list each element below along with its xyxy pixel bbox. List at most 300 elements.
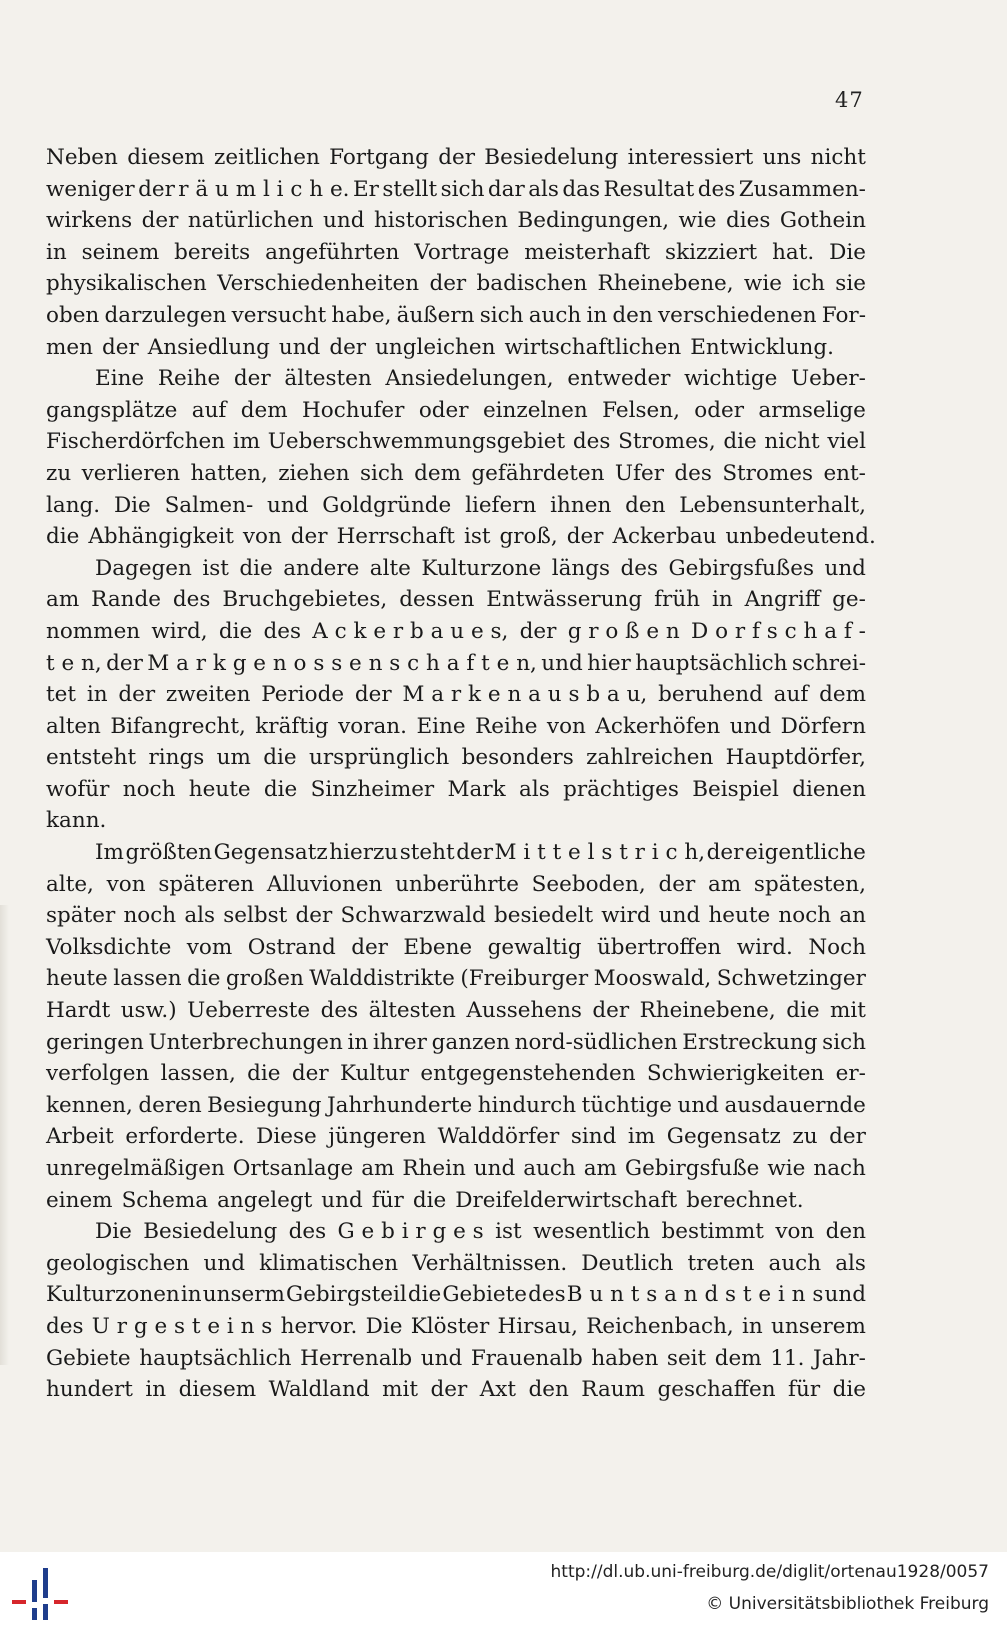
- word: kräftig: [255, 713, 329, 739]
- word: geologischen: [46, 1250, 190, 1276]
- word: dessen: [399, 587, 475, 613]
- word: der: [354, 682, 392, 708]
- word: Seeboden,: [531, 871, 646, 897]
- word: angeführten: [265, 239, 400, 265]
- word: als: [184, 903, 216, 929]
- word: lang.: [46, 492, 101, 518]
- word: gefährdeten: [471, 460, 605, 486]
- word: bestimmt: [661, 1219, 764, 1245]
- word: interessiert: [627, 145, 754, 170]
- word: Entwässerung: [486, 587, 643, 613]
- word: andere: [283, 555, 360, 581]
- word: seit: [666, 1345, 707, 1371]
- word: wie: [767, 1156, 806, 1181]
- word: G e b i r g e s: [337, 1219, 484, 1245]
- word: die: [786, 998, 820, 1024]
- text-line: [46, 1248, 866, 1280]
- word: Die: [113, 492, 151, 518]
- word: die: [407, 1282, 442, 1308]
- word: der: [291, 1061, 329, 1087]
- word: zahlreichen: [586, 745, 714, 771]
- word: r ä u m l i c h e.: [178, 176, 350, 202]
- word: und: [824, 1282, 866, 1308]
- word: ihrer: [372, 1029, 427, 1055]
- word: hindurch: [477, 1092, 577, 1118]
- word: viel: [827, 429, 866, 455]
- word: dies: [726, 208, 771, 234]
- word: Fischerdörfchen: [46, 429, 226, 455]
- word: Die: [365, 1313, 403, 1339]
- word: ziehen: [278, 460, 350, 486]
- word: heute: [188, 776, 251, 802]
- word: kann.: [46, 808, 107, 834]
- word: auf: [191, 397, 227, 423]
- word: unbedeutend.: [725, 524, 876, 550]
- word: die: [247, 1061, 281, 1087]
- word: weniger: [46, 176, 135, 202]
- word: Neben: [46, 145, 118, 170]
- word: von: [546, 713, 586, 739]
- text-line: [46, 142, 866, 174]
- word: der: [329, 334, 367, 360]
- word: nach: [813, 1156, 866, 1181]
- word: des: [172, 587, 211, 613]
- word: nommen: [46, 618, 141, 644]
- text-line: [46, 1121, 866, 1153]
- word: entsteht: [46, 745, 137, 771]
- word: wirtschaftlichen: [504, 334, 682, 360]
- word: Stromes,: [618, 429, 716, 455]
- word: als: [519, 776, 550, 802]
- word: haben: [591, 1345, 659, 1371]
- word: dem: [819, 682, 866, 708]
- word: des: [46, 1313, 84, 1339]
- word: von: [242, 524, 282, 550]
- text-line: [46, 679, 866, 711]
- word: men: [46, 334, 93, 360]
- word: Felsen,: [602, 397, 680, 423]
- text-line: [46, 363, 866, 395]
- word: tet: [46, 682, 77, 708]
- word: des: [320, 998, 359, 1024]
- footer-bar: [0, 1552, 1007, 1625]
- word: der: [430, 1377, 468, 1403]
- word: äußern: [396, 302, 475, 328]
- word: Ufer: [614, 460, 664, 486]
- word: Kultur: [339, 1061, 410, 1087]
- word: diesem: [178, 1377, 257, 1403]
- text-line: [46, 616, 866, 648]
- text-line: [46, 584, 866, 616]
- word: nicht: [810, 145, 866, 170]
- word: ge-: [832, 587, 866, 613]
- word: Mark: [447, 776, 506, 802]
- word: der: [519, 618, 557, 644]
- word: Fortgang: [329, 145, 429, 170]
- word: einzelnen: [482, 397, 588, 423]
- word: berechnet.: [686, 1187, 804, 1213]
- word: von: [106, 871, 146, 897]
- word: oder: [418, 397, 469, 423]
- text-line: [46, 458, 866, 490]
- word: Aussehens: [466, 998, 582, 1024]
- word: mit: [382, 1377, 418, 1403]
- word: Stromes: [722, 460, 814, 486]
- word: späteren: [158, 871, 255, 897]
- word: unberührte: [395, 871, 519, 897]
- word: wird: [601, 903, 651, 929]
- word: früh: [654, 587, 701, 613]
- word: besiedelt: [493, 903, 594, 929]
- word: Noch: [808, 934, 866, 960]
- word: D o r f s c h a f -: [691, 618, 866, 644]
- word: dienen: [792, 776, 866, 802]
- body-text: [46, 142, 876, 1406]
- word: versucht: [231, 302, 327, 328]
- word: Besiedelung: [484, 145, 619, 170]
- word: Ansiedelungen,: [385, 366, 554, 392]
- text-line: [46, 774, 866, 806]
- word: der: [429, 271, 467, 297]
- text-line: [46, 300, 866, 332]
- text-line: [46, 837, 866, 869]
- word: B u n t s a n d s t e i n s: [566, 1282, 824, 1308]
- word: Ueberschwemmungsgebiet: [267, 429, 566, 455]
- word: zeitlichen: [214, 145, 320, 170]
- word: Volksdichte: [46, 934, 172, 960]
- word: der: [592, 998, 630, 1024]
- word: Besiegung: [207, 1092, 322, 1118]
- word: Bruchgebietes,: [222, 587, 388, 613]
- word: des: [697, 176, 736, 202]
- word: Raum: [581, 1377, 645, 1403]
- word: größten: [125, 840, 213, 866]
- word: Ackerhöfen: [595, 713, 721, 739]
- word: einem: [46, 1187, 113, 1213]
- word: hat.: [772, 239, 815, 265]
- word: in: [145, 1377, 167, 1403]
- word: Lebensunterhalt,: [679, 492, 866, 518]
- word: die: [263, 776, 298, 802]
- word: mit: [830, 998, 866, 1024]
- word: in: [86, 682, 108, 708]
- word: Schwierigkeiten: [646, 1061, 825, 1087]
- word: vom: [186, 934, 233, 960]
- word: bereits: [174, 239, 251, 265]
- word: sich: [822, 1029, 866, 1055]
- word: Eine: [95, 366, 145, 392]
- word: der: [658, 871, 696, 897]
- word: dem: [714, 1345, 762, 1371]
- text-line: [46, 1374, 866, 1406]
- word: verlieren: [81, 460, 181, 486]
- word: Frauenalb: [470, 1345, 583, 1371]
- word: M i t t e l s t r i c h,: [494, 840, 706, 866]
- text-line: [46, 742, 866, 774]
- word: Angriff: [744, 587, 821, 613]
- word: armselige: [758, 397, 866, 423]
- word: Hirsau,: [497, 1313, 578, 1339]
- word: und: [541, 650, 583, 676]
- word: entweder: [567, 366, 671, 392]
- word: dar: [487, 176, 525, 202]
- word: Arbeit: [46, 1124, 114, 1150]
- word: Periode: [261, 682, 345, 708]
- word: ganzen: [431, 1029, 510, 1055]
- word: gangsplätze: [46, 397, 178, 423]
- word: Axt: [479, 1377, 516, 1403]
- text-line: [46, 1311, 866, 1343]
- source-url-link[interactable]: http://dl.ub.uni-freiburg.de/diglit/ortenau1928/0057: [550, 1562, 989, 1582]
- word: Gebirgsteil: [286, 1282, 407, 1308]
- text-line: [46, 395, 866, 427]
- word: klimatischen: [259, 1250, 399, 1276]
- word: ent-: [823, 460, 866, 486]
- word: natürlichen: [187, 208, 314, 234]
- word: historischen: [373, 208, 508, 234]
- word: nord-südlichen: [514, 1029, 678, 1055]
- word: oder: [694, 397, 745, 423]
- word: besonders: [461, 745, 574, 771]
- word: Bifangrecht,: [110, 713, 246, 739]
- word: Jahr-: [813, 1345, 866, 1371]
- word: auch: [523, 1156, 576, 1181]
- word: steht: [399, 840, 455, 866]
- word: in: [742, 1313, 763, 1339]
- word: längs: [551, 555, 611, 581]
- word: Abhängigkeit: [88, 524, 234, 550]
- word: selbst: [223, 903, 288, 929]
- word: der: [118, 682, 156, 708]
- word: Erstreckung: [682, 1029, 818, 1055]
- text-line: [46, 1185, 866, 1217]
- word: verschiedenen: [657, 302, 817, 328]
- word: später: [46, 903, 116, 929]
- word: geschaffen: [657, 1377, 776, 1403]
- word: am: [361, 1156, 395, 1181]
- text-line: [46, 205, 866, 237]
- word: stellt: [382, 176, 438, 202]
- word: treten: [687, 1250, 755, 1276]
- word: Walddörfer: [437, 1124, 560, 1150]
- word: M a r k e n a u s b a u,: [402, 682, 648, 708]
- word: wirkens: [46, 208, 133, 234]
- word: an: [839, 903, 866, 929]
- word: des: [263, 618, 301, 644]
- word: Gebirgsfuße: [624, 1156, 760, 1181]
- word: hatten,: [190, 460, 268, 486]
- word: der: [141, 208, 179, 234]
- word: Kulturzonen: [46, 1282, 180, 1308]
- word: des: [620, 555, 659, 581]
- word: Die: [829, 239, 866, 265]
- word: Ortsanlage: [232, 1156, 354, 1181]
- text-line: [46, 648, 866, 680]
- text-line: [46, 174, 866, 206]
- text-line: [46, 1216, 866, 1248]
- word: physikalischen: [46, 271, 207, 297]
- page-edge-shadow: [0, 905, 9, 1365]
- word: beruhend: [658, 682, 763, 708]
- text-line: [46, 1027, 866, 1059]
- word: lassen: [113, 966, 182, 992]
- word: Rheinebene,: [597, 271, 734, 297]
- word: den: [625, 492, 666, 518]
- word: der: [351, 934, 388, 960]
- word: wird.: [736, 934, 793, 960]
- word: wie: [743, 271, 782, 297]
- text-line: [46, 521, 876, 553]
- university-library-logo-icon: [12, 1566, 68, 1620]
- word: Hardt: [46, 998, 111, 1024]
- word: Gegensatz: [213, 840, 328, 866]
- word: Resultat: [603, 176, 695, 202]
- text-line: [46, 1279, 866, 1311]
- word: Vortrage: [414, 239, 510, 265]
- word: kennen,: [46, 1092, 133, 1118]
- word: großen: [225, 966, 304, 992]
- word: t e n,: [46, 650, 102, 676]
- word: (Freiburger: [460, 966, 589, 992]
- word: in: [711, 587, 733, 613]
- word: badischen: [476, 271, 588, 297]
- word: Unterbrechungen: [148, 1029, 343, 1055]
- page-number: 47: [835, 88, 864, 112]
- word: Sinzheimer: [310, 776, 435, 802]
- word: Ebene: [403, 934, 473, 960]
- word: darzulegen: [104, 302, 227, 328]
- text-line: [46, 711, 866, 743]
- word: wofür: [46, 776, 110, 802]
- word: ihnen: [550, 492, 612, 518]
- word: im: [627, 1124, 656, 1150]
- word: Bedingungen,: [517, 208, 670, 234]
- word: diesem: [127, 145, 205, 170]
- word: zweiten: [165, 682, 251, 708]
- word: geringen: [46, 1029, 144, 1055]
- word: dem: [240, 397, 288, 423]
- word: im: [232, 429, 261, 455]
- word: auch: [768, 1250, 822, 1276]
- word: M a r k g e n o s s e n s c h a f t e n,: [147, 650, 537, 676]
- word: Diese: [256, 1124, 317, 1150]
- word: verfolgen: [46, 1061, 150, 1087]
- word: der: [706, 840, 744, 866]
- word: heute: [708, 903, 771, 929]
- word: Deutlich: [581, 1250, 674, 1276]
- word: Ostrand: [247, 934, 336, 960]
- word: liefern: [465, 492, 537, 518]
- word: als: [528, 176, 559, 202]
- text-line: [46, 995, 866, 1027]
- word: wichtige: [684, 366, 778, 392]
- word: und: [729, 713, 772, 739]
- word: ungleichen: [375, 334, 496, 360]
- word: eigentliche: [744, 840, 866, 866]
- word: entgegenstehenden: [420, 1061, 636, 1087]
- word: spätesten,: [753, 871, 866, 897]
- word: hier: [587, 650, 631, 676]
- word: der: [101, 334, 139, 360]
- word: der: [829, 1124, 866, 1150]
- word: Ackerbau: [612, 524, 717, 550]
- word: oben: [46, 302, 100, 328]
- word: und: [321, 1187, 363, 1213]
- copyright-notice: © Universitätsbibliothek Freiburg: [706, 1594, 989, 1614]
- word: For-: [821, 302, 866, 328]
- word: voran.: [338, 713, 407, 739]
- word: des: [674, 460, 712, 486]
- word: Rande: [91, 587, 161, 613]
- text-line: [46, 237, 866, 269]
- word: schrei-: [791, 650, 866, 676]
- word: jüngeren: [328, 1124, 427, 1150]
- word: der: [290, 524, 328, 550]
- word: ist: [202, 555, 229, 581]
- word: lassen,: [160, 1061, 236, 1087]
- word: am: [707, 871, 742, 897]
- word: groß,: [499, 524, 558, 550]
- word: und: [203, 1250, 245, 1276]
- word: ausdauernde: [724, 1092, 866, 1118]
- word: die: [239, 555, 273, 581]
- word: unserm: [202, 1282, 285, 1308]
- word: Reichenbach,: [586, 1313, 734, 1339]
- word: uns: [762, 145, 802, 170]
- word: Reihe: [475, 713, 538, 739]
- word: Klöster: [410, 1313, 490, 1339]
- word: Die: [95, 1219, 132, 1245]
- word: zu: [792, 1124, 818, 1150]
- word: alte,: [46, 871, 94, 897]
- text-line: [46, 426, 866, 458]
- word: ältesten: [368, 998, 456, 1024]
- word: er-: [835, 1061, 866, 1087]
- word: der: [138, 176, 175, 202]
- word: habe,: [331, 302, 392, 328]
- word: nicht: [764, 429, 820, 455]
- word: in: [180, 1282, 202, 1308]
- word: meisterhaft: [524, 239, 651, 265]
- word: und: [278, 334, 321, 360]
- text-line: [46, 1090, 866, 1122]
- word: sich: [440, 176, 485, 202]
- word: in: [46, 239, 67, 265]
- word: am: [583, 1156, 617, 1181]
- word: auch: [528, 302, 582, 328]
- word: ist: [495, 1219, 522, 1245]
- word: sind: [570, 1124, 617, 1150]
- word: Rheinebene,: [639, 998, 776, 1024]
- word: und: [824, 555, 866, 581]
- word: gewaltig: [487, 934, 582, 960]
- word: von: [775, 1219, 815, 1245]
- word: unregelmäßigen: [46, 1156, 225, 1181]
- word: Verhältnissen.: [412, 1250, 568, 1276]
- word: um: [216, 745, 251, 771]
- word: Mooswald,: [593, 966, 712, 992]
- word: der: [295, 903, 333, 929]
- word: das: [562, 176, 601, 202]
- word: Ueber-: [791, 366, 866, 392]
- word: und: [658, 903, 701, 929]
- word: Gebirgsfußes: [668, 555, 815, 581]
- word: Zusammen-: [738, 176, 866, 202]
- word: des: [572, 429, 611, 455]
- text-line: [46, 268, 866, 300]
- word: usw.): [120, 998, 177, 1024]
- word: zu: [46, 460, 72, 486]
